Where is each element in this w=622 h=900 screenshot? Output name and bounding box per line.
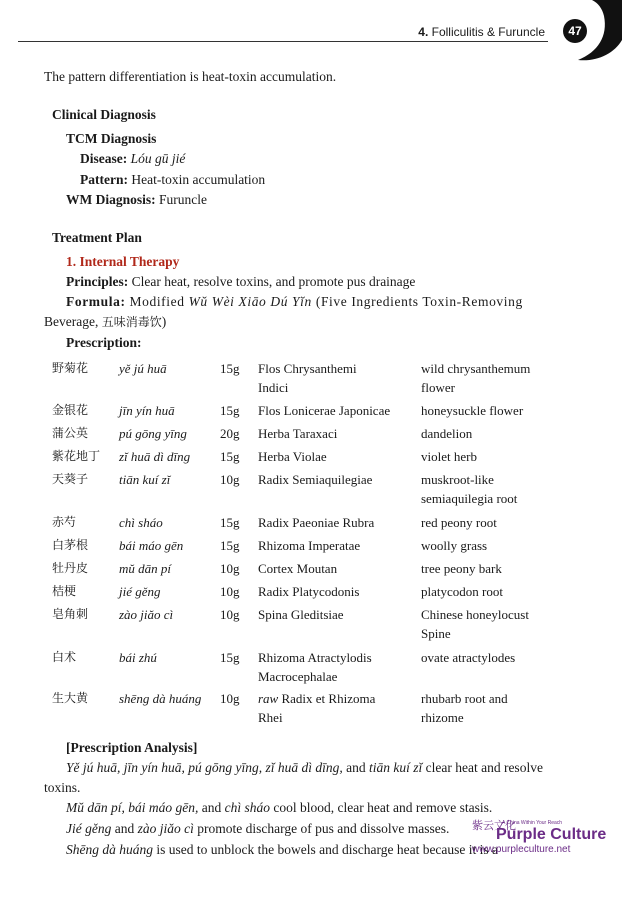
analysis-paragraph-1-cont: toxins. <box>44 780 81 795</box>
watermark-logo-chinese: 紫云文化 <box>472 819 516 832</box>
herb-chinese: 天葵子 <box>52 472 89 486</box>
analysis-paragraph-1: Yě jú huā, jīn yín huā, pú gōng yīng, zĭ huā dì dīng, and tiān kuí zĭ clear heat and resolve <box>66 760 543 775</box>
formula-label: Formula: <box>66 294 126 309</box>
principles-value: Clear heat, resolve toxins, and promote pus drainage <box>131 274 416 289</box>
herb-dose: 15g <box>220 538 240 553</box>
herb-pinyin: bái zhú <box>119 650 157 665</box>
herb-chinese: 紫花地丁 <box>52 449 101 463</box>
herb-pinyin: jié gěng <box>119 584 161 599</box>
herb-english: honeysuckle flower <box>421 403 524 418</box>
therapy-number: 1. <box>66 254 77 269</box>
analysis-paragraph-3: Jié gěng and zào jiăo cì promote discharge of pus and dissolve masses. <box>66 821 450 836</box>
watermark-brand: Purple Culture <box>496 826 607 843</box>
header-rule <box>18 41 548 42</box>
chapter-title: Folliculitis & Furuncle <box>431 25 545 39</box>
herb-english: platycodon root <box>421 584 503 599</box>
herb-chinese: 牡丹皮 <box>52 561 89 575</box>
herb-dose: 15g <box>220 449 240 464</box>
herb-latin: Rhizoma Imperatae <box>258 538 361 553</box>
herb-chinese: 白术 <box>52 650 77 664</box>
pattern-line <box>80 171 265 189</box>
herb-pinyin: pú gōng yīng <box>119 426 187 441</box>
herb-english: woolly grass <box>421 538 488 553</box>
herb-dose: 20g <box>220 426 240 441</box>
herb-chinese: 桔梗 <box>52 584 77 598</box>
herb-dose: 15g <box>220 361 240 376</box>
herb-chinese: 赤芍 <box>52 515 77 529</box>
analysis-paragraph-2: Mŭ dān pí, bái máo gēn, and chì sháo cool blood, clear heat and remove stasis. <box>66 800 493 815</box>
herb-chinese: 白茅根 <box>52 538 89 552</box>
herb-dose: 15g <box>220 515 240 530</box>
herb-chinese: 蒲公英 <box>52 426 89 440</box>
herb-english: dandelion <box>421 426 473 441</box>
prescription-heading: Prescription: <box>66 335 142 350</box>
formula-name: Wŭ Wèi Xiāo Dú Yĭn <box>188 294 312 309</box>
herb-dose: 10g <box>220 472 240 487</box>
herb-english: ovate atractylodes <box>421 650 516 665</box>
herb-english: muskroot-like semiaquilegia root <box>421 472 518 506</box>
watermark-url: www.purpleculture.net <box>472 844 571 855</box>
herb-dose: 10g <box>220 584 240 599</box>
formula-line-2 <box>44 313 166 331</box>
disease-value: Lóu gū jié <box>130 151 186 166</box>
herb-chinese: 皂角刺 <box>52 607 89 621</box>
herb-latin: Flos Chrysanthemi Indici <box>258 361 357 395</box>
chapter-header <box>400 25 545 39</box>
formula-line2-post: ) <box>161 314 167 329</box>
principles-line <box>66 273 415 291</box>
herb-english: tree peony bark <box>421 561 502 576</box>
internal-therapy-heading <box>66 253 179 271</box>
chapter-number: 4. <box>418 25 429 39</box>
herb-latin: raw Radix et Rhizoma Rhei <box>258 691 376 725</box>
formula-line <box>66 293 523 311</box>
herb-pinyin: bái máo gēn <box>119 538 184 553</box>
clinical-diagnosis-heading: Clinical Diagnosis <box>52 107 156 122</box>
watermark-tagline: A China Within Your Reach <box>502 820 563 826</box>
wm-diagnosis-line <box>66 191 207 209</box>
formula-pre: Modified <box>129 294 185 309</box>
herb-english: Chinese honeylocust Spine <box>421 607 529 641</box>
herb-pinyin: zĭ huā dì dīng <box>119 449 191 464</box>
herb-dose: 10g <box>220 607 240 622</box>
herb-chinese: 生大黄 <box>52 691 89 705</box>
herb-dose: 10g <box>220 691 240 706</box>
herb-latin: Radix Semiaquilegiae <box>258 472 373 487</box>
herb-pinyin: tiān kuí zĭ <box>119 472 171 487</box>
analysis-paragraph-4: Shēng dà huáng is used to unblock the bowels and discharge heat because it is a <box>66 842 499 857</box>
pattern-value: Heat-toxin accumulation <box>131 172 266 187</box>
herb-latin: Flos Lonicerae Japonicae <box>258 403 391 418</box>
herb-english: red peony root <box>421 515 497 530</box>
disease-line <box>80 150 185 168</box>
prescription-analysis-heading: [Prescription Analysis] <box>66 740 198 755</box>
herb-pinyin: zào jiăo cì <box>119 607 174 622</box>
wm-diagnosis-value: Furuncle <box>159 192 208 207</box>
herb-dose: 15g <box>220 403 240 418</box>
intro-text: The pattern differentiation is heat-toxin accumulation. <box>44 69 337 84</box>
herb-pinyin: yě jú huā <box>119 361 167 376</box>
therapy-title: Internal Therapy <box>79 254 180 269</box>
tcm-diagnosis-heading: TCM Diagnosis <box>66 131 157 146</box>
herb-pinyin: chì sháo <box>119 515 163 530</box>
herb-pinyin: shēng dà huáng <box>119 691 202 706</box>
page-number: 47 <box>563 19 587 43</box>
herb-english: violet herb <box>421 449 477 464</box>
formula-post: (Five Ingredients Toxin-Removing <box>315 294 523 309</box>
formula-line2-pre: Beverage, <box>44 314 99 329</box>
herb-latin: Rhizoma Atractylodis Macrocephalae <box>258 650 372 684</box>
herb-chinese: 野菊花 <box>52 361 89 375</box>
herb-dose: 10g <box>220 561 240 576</box>
herb-pinyin: jīn yín huā <box>119 403 175 418</box>
pattern-label: Pattern: <box>80 172 128 187</box>
wm-diagnosis-label: WM Diagnosis: <box>66 192 156 207</box>
principles-label: Principles: <box>66 274 129 289</box>
herb-latin: Herba Taraxaci <box>258 426 338 441</box>
herb-latin: Herba Violae <box>258 449 327 464</box>
herb-english: rhubarb root and rhizome <box>421 691 508 725</box>
herb-english: wild chrysanthemum flower <box>421 361 531 395</box>
herb-pinyin: mŭ dān pí <box>119 561 171 576</box>
herb-latin: Spina Gleditsiae <box>258 607 344 622</box>
herb-latin: Radix Paeoniae Rubra <box>258 515 375 530</box>
purple-culture-watermark <box>472 814 622 864</box>
disease-label: Disease: <box>80 151 128 166</box>
herb-latin: Cortex Moutan <box>258 561 338 576</box>
treatment-plan-heading: Treatment Plan <box>52 230 142 245</box>
herb-dose: 15g <box>220 650 240 665</box>
herb-latin: Radix Platycodonis <box>258 584 360 599</box>
herb-chinese: 金银花 <box>52 403 89 417</box>
formula-chinese-name: 五味消毒饮 <box>101 315 162 329</box>
